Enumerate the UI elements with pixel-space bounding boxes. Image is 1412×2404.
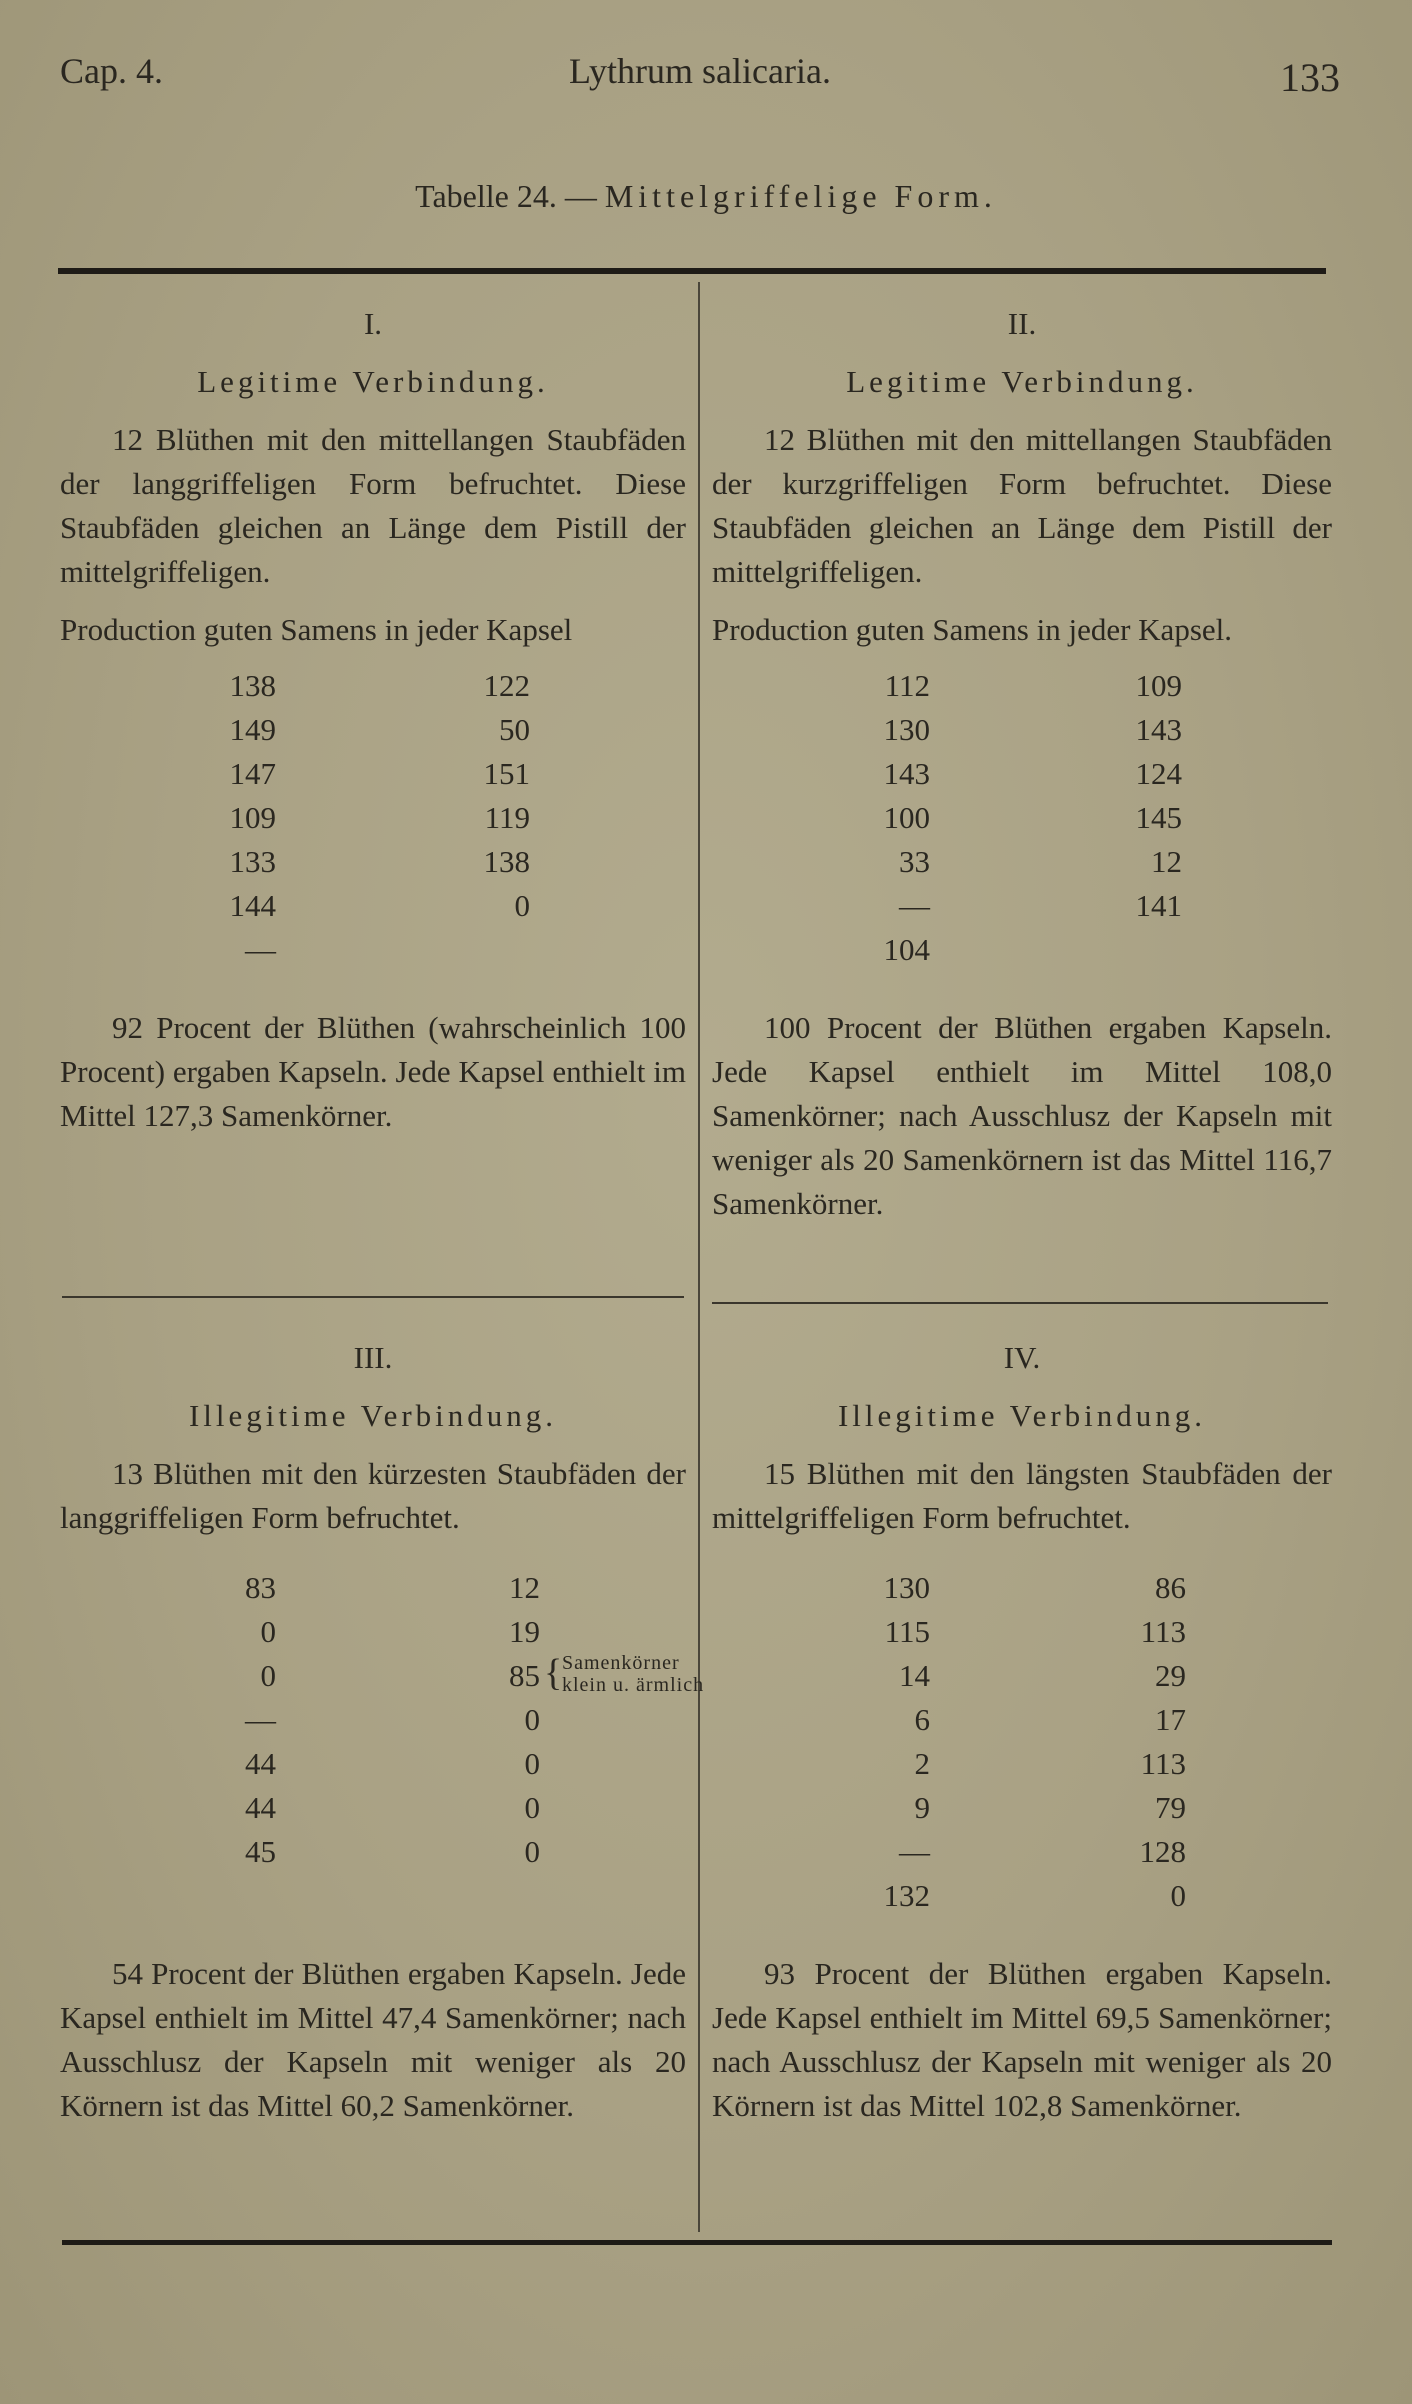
count-row [712, 1786, 1332, 1830]
count-row [60, 796, 686, 840]
count-b: 29 [1155, 1658, 1186, 1693]
count-a: 144 [229, 888, 276, 923]
count-row [60, 928, 686, 972]
section-description: 13 Blüthen mit den kürzesten Staubfäden der langgriffeligen Form befruchtet. [60, 1456, 686, 1535]
count-b: 0 [524, 1834, 540, 1869]
count-a: 115 [884, 1614, 930, 1649]
count-row [60, 708, 686, 752]
count-b: 141 [1135, 888, 1182, 923]
section-description: 12 Blüthen mit den mittellangen Staubfäden der kurzgriffeligen Form befruchtet. Diese Staubfäden gleichen an Länge dem Pistill der mittelgriffeligen. [712, 422, 1332, 589]
count-b: 113 [1140, 1614, 1186, 1649]
count-row [712, 928, 1332, 972]
count-b: 12 [509, 1570, 540, 1605]
count-a: — [245, 1702, 276, 1737]
section-summary: 100 Procent der Blüthen ergaben Kapseln. Jede Kapsel enthielt im Mittel 108,0 Samenkörner; nach Ausschlusz der Kapseln mit weniger als 20 Samenkörnern ist das Mittel 116,7 Samenkörner. [712, 1010, 1332, 1221]
section-summary: 54 Procent der Blüthen ergaben Kapseln. Jede Kapsel enthielt im Mittel 47,4 Samenkörner; nach Ausschlusz der Kapseln mit weniger als 20 Körnern ist das Mittel 60,2 Samenkörner. [60, 1956, 686, 2123]
count-b: 128 [1139, 1834, 1186, 1869]
seed-counts [60, 664, 686, 972]
section-summary: 93 Procent der Blüthen ergaben Kapseln. Jede Kapsel enthielt im Mittel 69,5 Samenkörner; nach Ausschlusz der Kapseln mit weniger als 20 Körnern ist das Mittel 102,8 Samenkörner. [712, 1956, 1332, 2123]
section-summary: 92 Procent der Blüthen (wahrscheinlich 100 Procent) ergaben Kapseln. Jede Kapsel enthielt im Mittel 127,3 Samenkörner. [60, 1010, 686, 1133]
top-rule [58, 268, 1326, 274]
section-iii [60, 1336, 705, 2128]
page-number: 133 [1280, 55, 1340, 100]
count-row [712, 1566, 1332, 1610]
count-row [60, 1742, 686, 1786]
count-a: 6 [914, 1702, 930, 1737]
count-b: 79 [1155, 1790, 1186, 1825]
count-row [60, 840, 686, 884]
table-form: Mittelgriffelige Form. [604, 178, 997, 214]
count-a: 2 [914, 1746, 930, 1781]
count-a: 44 [245, 1746, 276, 1781]
count-b: 85 [509, 1658, 540, 1693]
count-b: 138 [483, 844, 530, 879]
count-a: — [899, 1834, 930, 1869]
brace-glyph: { [544, 1652, 564, 1694]
count-a: 143 [883, 756, 930, 791]
count-row [712, 1698, 1332, 1742]
connection-type: Legitime Verbindung. [846, 364, 1198, 399]
count-a: 0 [260, 1614, 276, 1649]
count-row [712, 884, 1332, 928]
section-numeral: II. [1007, 306, 1037, 341]
count-b: 0 [524, 1790, 540, 1825]
count-a: 147 [229, 756, 276, 791]
count-a: 14 [899, 1658, 930, 1693]
count-row [60, 664, 686, 708]
count-a: 44 [245, 1790, 276, 1825]
section-description: 12 Blüthen mit den mittellangen Staubfäden der langgriffeligen Form befruchtet. Diese Staubfäden gleichen an Länge dem Pistill der mittelgriffeligen. [60, 422, 686, 589]
count-row [60, 1566, 686, 1610]
count-b: 0 [1170, 1878, 1186, 1913]
section-numeral: III. [353, 1340, 393, 1375]
seed-counts [712, 664, 1332, 972]
note-line-1: Samenkörner [562, 1652, 680, 1674]
count-a: 133 [229, 844, 276, 879]
count-row [712, 752, 1332, 796]
count-a: 130 [883, 1570, 930, 1605]
count-b: 19 [509, 1614, 540, 1649]
count-row [60, 1786, 686, 1830]
count-a: 0 [260, 1658, 276, 1693]
connection-type: Legitime Verbindung. [197, 364, 549, 399]
count-row [712, 708, 1332, 752]
count-a: 112 [884, 668, 930, 703]
table-label: Tabelle 24. — [415, 178, 597, 214]
count-a: 138 [229, 668, 276, 703]
count-row [60, 1830, 686, 1874]
count-row [712, 664, 1332, 708]
count-a: 149 [229, 712, 276, 747]
section-description: 15 Blüthen mit den längsten Staubfäden der mittelgriffeligen Form befruchtet. [712, 1456, 1332, 1535]
count-row [712, 796, 1332, 840]
count-a: 130 [883, 712, 930, 747]
count-b: 0 [524, 1746, 540, 1781]
connection-type: Illegitime Verbindung. [188, 1398, 558, 1433]
count-b: 151 [483, 756, 530, 791]
count-a: 132 [883, 1878, 930, 1913]
count-b: 124 [1135, 756, 1182, 791]
seed-counts [60, 1566, 705, 1874]
count-a: 33 [899, 844, 930, 879]
seed-counts [712, 1566, 1332, 1918]
count-b: 143 [1135, 712, 1182, 747]
section-numeral: I. [363, 306, 383, 341]
production-heading: Production guten Samens in jeder Kapsel [60, 612, 573, 647]
count-b: 119 [484, 800, 530, 835]
count-b: 12 [1151, 844, 1182, 879]
count-b: 0 [524, 1702, 540, 1737]
count-b: 50 [499, 712, 530, 747]
section-rule-left [62, 1296, 684, 1298]
section-iv [712, 1336, 1332, 2128]
count-a: — [245, 932, 276, 967]
count-row [712, 840, 1332, 884]
count-row [712, 1610, 1332, 1654]
count-row [60, 752, 686, 796]
connection-type: Illegitime Verbindung. [837, 1398, 1207, 1433]
count-row [712, 1742, 1332, 1786]
count-row [60, 884, 686, 928]
section-i [60, 302, 686, 1138]
count-b: 109 [1135, 668, 1182, 703]
bottom-rule [62, 2240, 1332, 2245]
table-title [0, 178, 1412, 215]
column-divider [698, 282, 700, 2232]
count-b: 0 [514, 888, 530, 923]
count-a: — [899, 888, 930, 923]
count-row [712, 1874, 1332, 1918]
count-a: 9 [914, 1790, 930, 1825]
count-b: 145 [1135, 800, 1182, 835]
count-row [712, 1830, 1332, 1874]
count-b: 86 [1155, 1570, 1186, 1605]
count-a: 104 [883, 932, 930, 967]
count-row [60, 1610, 686, 1654]
count-row [60, 1698, 686, 1742]
section-rule-right [712, 1302, 1328, 1304]
production-heading: Production guten Samens in jeder Kapsel. [712, 612, 1233, 647]
section-ii [712, 302, 1332, 1226]
count-a: 109 [229, 800, 276, 835]
count-b: 122 [483, 668, 530, 703]
count-a: 100 [883, 800, 930, 835]
count-row [712, 1654, 1332, 1698]
chapter-label: Cap. 4. [60, 51, 163, 91]
count-b: 113 [1140, 1746, 1186, 1781]
running-title: Lythrum salicaria. [569, 51, 831, 91]
count-row [60, 1652, 705, 1698]
running-header [60, 50, 1340, 110]
count-a: 45 [245, 1834, 276, 1869]
count-b: 17 [1155, 1702, 1186, 1737]
section-numeral: IV. [1003, 1340, 1041, 1375]
count-a: 83 [245, 1570, 276, 1605]
note-line-2: klein u. ärmlich [562, 1674, 705, 1696]
